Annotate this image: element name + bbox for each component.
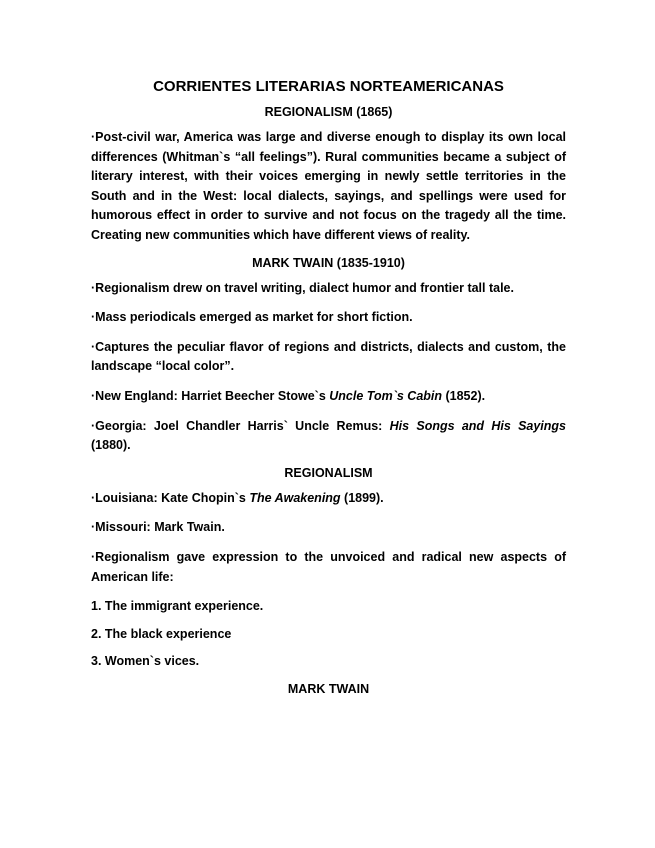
list-item-women: 3. Women`s vices. — [91, 654, 200, 669]
document-page — [91, 78, 566, 705]
bullet-travel-writing: ·Regionalism drew on travel writing, dialect humor and frontier tall tale. — [91, 280, 514, 295]
bullet-new-england — [91, 387, 566, 407]
bullet-louisiana-title: The Awakening — [249, 490, 341, 505]
bullet-missouri: ·Missouri: Mark Twain. — [91, 520, 225, 535]
section-heading-mark-twain-dates: MARK TWAIN (1835-1910) — [252, 255, 405, 270]
bullet-new-england-title: Uncle Tom`s Cabin — [329, 388, 443, 403]
list-item-immigrant: 1. The immigrant experience. — [91, 599, 264, 614]
paragraph-post-civil-war: ·Post-civil war, America was large and diverse enough to display its own local differences (Whitman`s “all feelings”). Rural communities became a subject of literary interest, with their voices emerging in newly settle territories in the South and in the West: local dialects, sayings, and spellings were used for humorous effect in order to survive and not focus on the tragedy all the time. Creating new communities which have different views of reality. — [91, 130, 566, 242]
section-heading-mark-twain: MARK TWAIN — [287, 681, 370, 696]
section-heading-regionalism: REGIONALISM — [284, 465, 373, 480]
section-heading-regionalism-1865: REGIONALISM (1865) — [264, 105, 393, 119]
bullet-louisiana-prefix: ·Louisiana: Kate Chopin`s — [91, 490, 250, 505]
bullet-georgia-prefix: ·Georgia: Joel Chandler Harris` Uncle Remus: — [91, 418, 390, 433]
bullet-expression: ·Regionalism gave expression to the unvoiced and radical new aspects of American life: — [91, 549, 566, 584]
bullet-mass-periodicals: ·Mass periodicals emerged as market for short fiction. — [91, 310, 413, 325]
bullet-louisiana — [91, 489, 566, 509]
bullet-georgia-suffix: (1880). — [91, 438, 131, 453]
bullet-georgia — [91, 417, 566, 456]
bullet-louisiana-suffix: (1899). — [340, 490, 384, 505]
bullet-new-england-prefix: ·New England: Harriet Beecher Stowe`s — [91, 388, 330, 403]
list-item-black: 2. The black experience — [91, 626, 232, 641]
bullet-georgia-title: His Songs and His Sayings — [389, 418, 567, 433]
bullet-peculiar-flavor: ·Captures the peculiar flavor of regions and districts, dialects and custom, the landscape “local color”. — [91, 339, 566, 374]
document-title: CORRIENTES LITERARIAS NORTEAMERICANAS — [153, 78, 504, 95]
bullet-new-england-suffix: (1852). — [442, 388, 486, 403]
